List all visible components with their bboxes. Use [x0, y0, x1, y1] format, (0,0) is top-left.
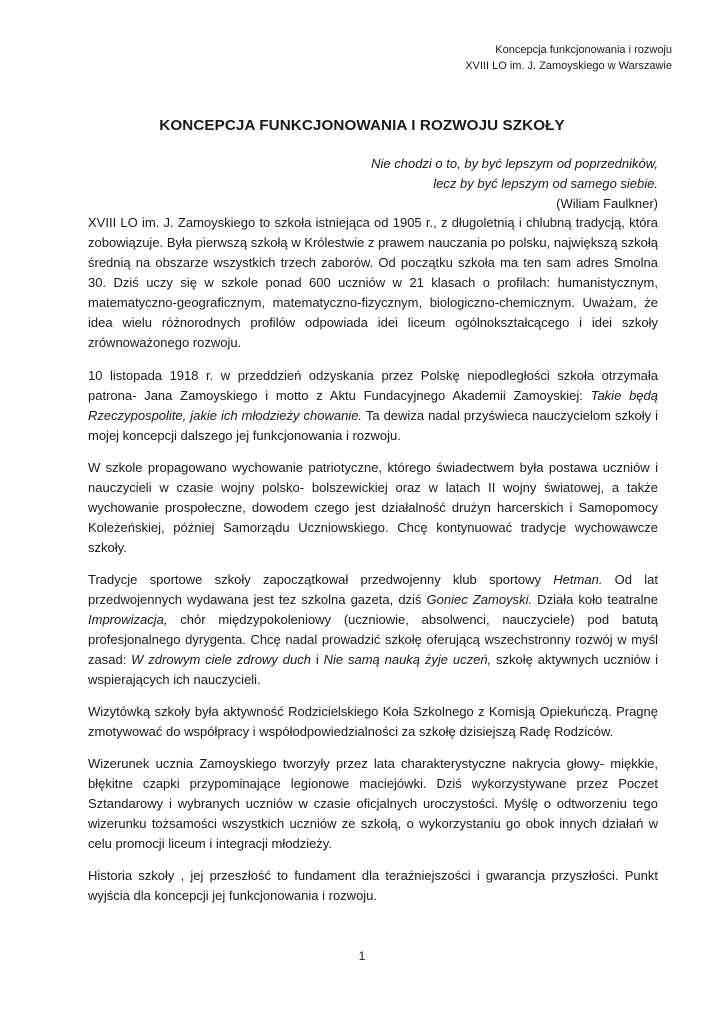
- page-number: 1: [358, 949, 366, 963]
- rule-1: W zdrowym ciele zdrowy duch: [131, 652, 311, 667]
- epigraph-author: (Wiliam Faulkner): [556, 196, 658, 211]
- epigraph: [371, 154, 658, 214]
- theatre-name: Improwizacja,: [88, 612, 168, 627]
- rule-2: Nie samą nauką żyje uczeń,: [323, 652, 492, 667]
- page-title: KONCEPCJA FUNKCJONOWANIA I ROZWOJU SZKOŁY: [159, 117, 565, 134]
- paragraph-history: Historia szkoły , jej przeszłość to fundament dla teraźniejszości i gwarancja przyszłości. Punkt wyjścia dla koncepcji jej funkcjonowania i rozwoju.: [88, 868, 658, 903]
- paragraph-patron: [88, 366, 658, 446]
- epigraph-line-2: lecz by być lepszym od samego siebie.: [433, 176, 658, 191]
- traditions-text-c: Działa koło teatralne: [532, 592, 658, 607]
- newspaper-name: Goniec Zamoyski.: [426, 592, 533, 607]
- traditions-text-d: chór międzypokoleniowy (uczniowie, absolwenci, nauczyciele) pod batutą profesjonalnego dyrygenta. Chcę nadal prowadzić szkołę oferującą wszechstronny rozwój w myśl zasad:: [88, 612, 658, 667]
- paragraph-traditions: [88, 570, 658, 690]
- header-school-name: XVIII LO im. J. Zamoyskiego w Warszawie: [465, 60, 672, 72]
- paragraph-intro: XVIII LO im. J. Zamoyskiego to szkoła istniejąca od 1905 r., z długoletnią i chlubną tradycją, która zobowiązuje. Była pierwszą szkołą w Królestwie z prawem nauczania po polsku, największą szkołą średnią na obszarze wszystkich trzech zaborów. Od początku szkoła ma ten sam adres Smolna 30. Dziś uczy się w szkole ponad 600 uczniów w 21 klasach o profilach: humanistycznym, matematyczno-geograficznym, matematyczno-fizycznym, biologiczno-chemicznym. Uważam, że idea wielu różnorodnych profilów odpowiada idei liceum ogólnokształcącego i idei szkoły zrównoważonego rozwoju.: [88, 215, 658, 350]
- page-header: [465, 42, 672, 74]
- patron-motto: Takie będą Rzeczypospolite, jakie ich młodzieży chowanie.: [88, 388, 658, 423]
- paragraph-parents: Wizytówką szkoły była aktywność Rodzicielskiego Koła Szkolnego z Komisją Opiekuńczą. Pragnę zmotywować do współpracy i współodpowiedzialności za szkołę dzisiejszą Radę Rodziców.: [88, 704, 658, 739]
- document-body: [88, 213, 658, 918]
- paragraph-image: Wizerunek ucznia Zamoyskiego tworzyły przez lata charakterystyczne nakrycia głowy- miękkie, błękitne czapki przypominające legionowe maciejówki. Dziś wykorzystywane przez Poczet Sztandarowy i wybranych uczniów w czasie oficjalnych uroczystości. Myślę o odtworzeniu tego wizerunku tożsamości wszystkich uczniów ze szkołą, o wykorzystaniu go obok innych działań w celu promocji liceum i integracji młodzieży.: [88, 756, 658, 851]
- traditions-text-b: Od lat przedwojennych wydawana jest tez szkolna gazeta, dziś: [88, 572, 658, 607]
- header-document-title: Koncepcja funkcjonowania i rozwoju: [495, 44, 672, 56]
- paragraph-education: W szkole propagowano wychowanie patriotyczne, którego świadectwem była postawa uczniów i nauczycieli w czasie wojny polsko- bolszewickiej oraz w latach II wojny światowej, a także wychowanie prospołeczne, dowodem czego jest działalność drużyn harcerskich i Samopomocy Koleżeńskiej, później Samorządu Uczniowskiego. Chcę kontynuować tradycje wychowawcze szkoły.: [88, 460, 658, 555]
- club-name: Hetman.: [553, 572, 603, 587]
- epigraph-line-1: Nie chodzi o to, by być lepszym od poprzedników,: [371, 156, 658, 171]
- patron-text-b: Ta dewiza nadal przyświeca nauczycielom szkoły i mojej koncepcji dalszego jej funkcjonowania i rozwoju.: [88, 408, 659, 443]
- patron-text-a: 10 listopada 1918 r. w przeddzień odzyskania przez Polskę niepodległości szkoła otrzymała patrona- Jana Zamoyskiego i motto z Aktu Fundacyjnego Akademii Zamoyskiej:: [88, 368, 658, 403]
- traditions-text-e: i: [310, 652, 324, 667]
- traditions-text-f: szkołę aktywnych uczniów i wspierających ich nauczycieli.: [88, 652, 658, 687]
- traditions-text-a: Tradycje sportowe szkoły zapoczątkował przedwojenny klub sportowy: [88, 572, 554, 587]
